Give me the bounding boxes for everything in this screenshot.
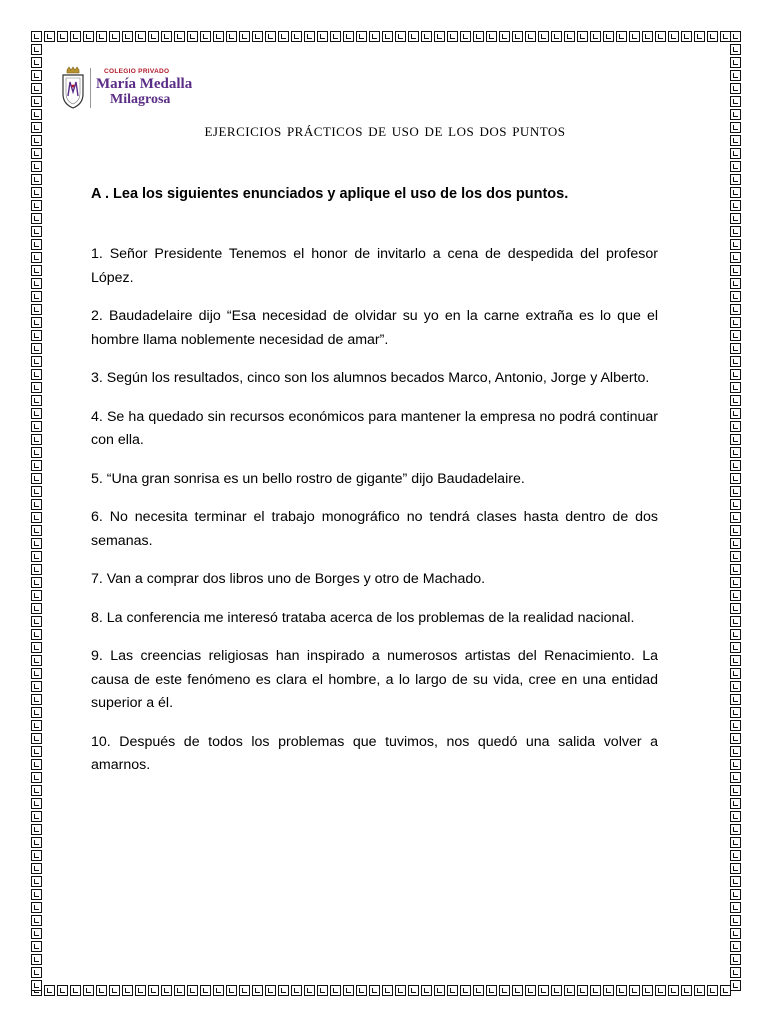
logo-subtitle: COLEGIO PRIVADO bbox=[104, 67, 170, 75]
border-motif bbox=[31, 83, 42, 94]
border-motif bbox=[730, 915, 741, 926]
border-motif bbox=[31, 278, 42, 289]
border-motif bbox=[31, 980, 42, 991]
border-motif bbox=[31, 512, 42, 523]
logo-divider bbox=[90, 68, 91, 108]
border-motif bbox=[730, 161, 741, 172]
border-motif bbox=[31, 928, 42, 939]
school-logo bbox=[60, 62, 192, 114]
border-motif bbox=[668, 31, 679, 42]
border-motif bbox=[369, 31, 380, 42]
border-motif bbox=[730, 421, 741, 432]
border-motif bbox=[655, 985, 666, 996]
border-motif bbox=[421, 31, 432, 42]
border-motif bbox=[31, 57, 42, 68]
border-motif bbox=[616, 985, 627, 996]
border-motif bbox=[174, 31, 185, 42]
border-motif bbox=[109, 985, 120, 996]
border-motif bbox=[629, 985, 640, 996]
border-motif bbox=[291, 985, 302, 996]
instruction-text: A . Lea los siguientes enunciados y aplique el uso de los dos puntos. bbox=[91, 186, 569, 202]
border-motif bbox=[31, 408, 42, 419]
border-motif bbox=[31, 759, 42, 770]
border-motif bbox=[730, 525, 741, 536]
border-motif bbox=[31, 343, 42, 354]
border-motif bbox=[642, 985, 653, 996]
border-motif bbox=[31, 382, 42, 393]
border-motif bbox=[730, 57, 741, 68]
border-motif bbox=[31, 733, 42, 744]
exercise-item: 9. Las creencias religiosas han inspirado a numerosos artistas del Renacimiento. La causa de este fenómeno es clara el hombre, a lo largo de su vida, cree en una entidad superior a él. bbox=[91, 648, 658, 711]
border-motif bbox=[730, 304, 741, 315]
border-motif bbox=[421, 985, 432, 996]
decorative-border-right bbox=[729, 30, 742, 997]
page-title: ejercicios prácticos de uso de los dos puntos bbox=[204, 120, 566, 141]
border-motif bbox=[31, 954, 42, 965]
border-motif bbox=[200, 985, 211, 996]
border-motif bbox=[31, 616, 42, 627]
border-motif bbox=[135, 985, 146, 996]
logo-name-line2: Milagrosa bbox=[110, 92, 171, 108]
border-motif bbox=[31, 304, 42, 315]
border-motif bbox=[330, 985, 341, 996]
border-motif bbox=[730, 902, 741, 913]
border-motif bbox=[83, 31, 94, 42]
border-motif bbox=[317, 985, 328, 996]
border-motif bbox=[31, 746, 42, 757]
border-motif bbox=[31, 941, 42, 952]
border-motif bbox=[499, 985, 510, 996]
border-motif bbox=[486, 31, 497, 42]
border-motif bbox=[730, 317, 741, 328]
border-motif bbox=[31, 772, 42, 783]
border-motif bbox=[31, 135, 42, 146]
border-motif bbox=[31, 330, 42, 341]
border-motif bbox=[730, 226, 741, 237]
border-motif bbox=[31, 460, 42, 471]
border-motif bbox=[577, 31, 588, 42]
border-motif bbox=[252, 985, 263, 996]
border-motif bbox=[226, 31, 237, 42]
border-motif bbox=[730, 616, 741, 627]
exercise-item: 3. Según los resultados, cinco son los alumnos becados Marco, Antonio, Jorge y Alberto. bbox=[91, 370, 650, 386]
border-motif bbox=[213, 31, 224, 42]
border-motif bbox=[730, 837, 741, 848]
border-motif bbox=[83, 985, 94, 996]
border-motif bbox=[31, 421, 42, 432]
border-motif bbox=[590, 985, 601, 996]
border-motif bbox=[31, 122, 42, 133]
border-motif bbox=[395, 985, 406, 996]
border-motif bbox=[730, 135, 741, 146]
border-motif bbox=[447, 985, 458, 996]
border-motif bbox=[730, 694, 741, 705]
border-motif bbox=[642, 31, 653, 42]
border-motif bbox=[304, 985, 315, 996]
border-motif bbox=[31, 720, 42, 731]
border-motif bbox=[31, 187, 42, 198]
border-motif bbox=[603, 31, 614, 42]
border-motif bbox=[31, 551, 42, 562]
border-motif bbox=[730, 174, 741, 185]
border-motif bbox=[70, 31, 81, 42]
border-motif bbox=[31, 798, 42, 809]
border-motif bbox=[31, 369, 42, 380]
border-motif bbox=[730, 265, 741, 276]
border-motif bbox=[730, 70, 741, 81]
border-motif bbox=[57, 985, 68, 996]
border-motif bbox=[31, 70, 42, 81]
border-motif bbox=[31, 161, 42, 172]
border-motif bbox=[616, 31, 627, 42]
border-motif bbox=[512, 31, 523, 42]
border-motif bbox=[369, 985, 380, 996]
border-motif bbox=[730, 408, 741, 419]
border-motif bbox=[31, 590, 42, 601]
exercise-item: 6. No necesita terminar el trabajo monográfico no tendrá clases hasta dentro de dos semanas. bbox=[91, 509, 658, 549]
border-motif bbox=[730, 863, 741, 874]
border-motif bbox=[161, 31, 172, 42]
border-motif bbox=[730, 681, 741, 692]
border-motif bbox=[655, 31, 666, 42]
border-motif bbox=[31, 356, 42, 367]
border-motif bbox=[730, 343, 741, 354]
logo-wordmark bbox=[96, 69, 192, 108]
border-motif bbox=[730, 200, 741, 211]
border-motif bbox=[730, 31, 741, 42]
border-motif bbox=[730, 629, 741, 640]
border-motif bbox=[187, 31, 198, 42]
border-motif bbox=[730, 239, 741, 250]
border-motif bbox=[31, 694, 42, 705]
border-motif bbox=[730, 564, 741, 575]
border-motif bbox=[408, 31, 419, 42]
border-motif bbox=[330, 31, 341, 42]
border-motif bbox=[730, 668, 741, 679]
exercise-item: 5. “Una gran sonrisa es un bello rostro de gigante” dijo Baudadelaire. bbox=[91, 470, 525, 487]
border-motif bbox=[31, 824, 42, 835]
border-motif bbox=[730, 720, 741, 731]
border-motif bbox=[31, 200, 42, 211]
border-motif bbox=[70, 985, 81, 996]
border-motif bbox=[408, 985, 419, 996]
border-motif bbox=[707, 31, 718, 42]
border-motif bbox=[730, 850, 741, 861]
border-motif bbox=[382, 31, 393, 42]
logo-name-line1: María Medalla bbox=[96, 76, 193, 93]
border-motif bbox=[730, 642, 741, 653]
border-motif bbox=[730, 798, 741, 809]
border-motif bbox=[148, 985, 159, 996]
border-motif bbox=[31, 31, 42, 42]
border-motif bbox=[730, 889, 741, 900]
border-motif bbox=[252, 31, 263, 42]
border-motif bbox=[31, 434, 42, 445]
exercise-item: 2. Baudadelaire dijo “Esa necesidad de olvidar su yo en la carne extraña es lo que el hombre llama noblemente necesidad de amar”. bbox=[91, 308, 658, 348]
border-motif bbox=[239, 31, 250, 42]
border-motif bbox=[525, 985, 536, 996]
border-motif bbox=[226, 985, 237, 996]
border-motif bbox=[730, 733, 741, 744]
border-motif bbox=[31, 213, 42, 224]
border-motif bbox=[161, 985, 172, 996]
border-motif bbox=[730, 928, 741, 939]
border-motif bbox=[31, 564, 42, 575]
border-motif bbox=[96, 985, 107, 996]
border-motif bbox=[730, 44, 741, 55]
border-motif bbox=[694, 985, 705, 996]
border-motif bbox=[486, 985, 497, 996]
border-motif bbox=[460, 985, 471, 996]
border-motif bbox=[278, 31, 289, 42]
border-motif bbox=[730, 291, 741, 302]
border-motif bbox=[730, 811, 741, 822]
border-motif bbox=[590, 31, 601, 42]
border-motif bbox=[681, 31, 692, 42]
border-motif bbox=[31, 317, 42, 328]
border-motif bbox=[31, 109, 42, 120]
border-motif bbox=[730, 759, 741, 770]
border-motif bbox=[730, 278, 741, 289]
border-motif bbox=[730, 447, 741, 458]
border-motif bbox=[57, 31, 68, 42]
border-motif bbox=[31, 239, 42, 250]
border-motif bbox=[31, 291, 42, 302]
border-motif bbox=[174, 985, 185, 996]
border-motif bbox=[122, 985, 133, 996]
exercise-item: 10. Después de todos los problemas que tuvimos, nos quedó una salida volver a amarnos. bbox=[91, 733, 658, 773]
border-motif bbox=[730, 473, 741, 484]
border-motif bbox=[730, 499, 741, 510]
border-motif bbox=[512, 985, 523, 996]
border-motif bbox=[31, 668, 42, 679]
border-motif bbox=[31, 538, 42, 549]
border-motif bbox=[44, 985, 55, 996]
border-motif bbox=[730, 551, 741, 562]
border-motif bbox=[31, 837, 42, 848]
border-motif bbox=[730, 772, 741, 783]
border-motif bbox=[31, 785, 42, 796]
border-motif bbox=[499, 31, 510, 42]
border-motif bbox=[730, 486, 741, 497]
border-motif bbox=[31, 252, 42, 263]
border-motif bbox=[31, 473, 42, 484]
border-motif bbox=[730, 330, 741, 341]
border-motif bbox=[730, 785, 741, 796]
exercise-item: 7. Van a comprar dos libros uno de Borges y otro de Machado. bbox=[91, 571, 486, 587]
border-motif bbox=[668, 985, 679, 996]
border-motif bbox=[730, 746, 741, 757]
border-motif bbox=[629, 31, 640, 42]
border-motif bbox=[31, 655, 42, 666]
border-motif bbox=[730, 655, 741, 666]
border-motif bbox=[730, 434, 741, 445]
border-motif bbox=[551, 985, 562, 996]
border-motif bbox=[31, 811, 42, 822]
border-motif bbox=[730, 187, 741, 198]
border-motif bbox=[730, 369, 741, 380]
border-motif bbox=[730, 941, 741, 952]
border-motif bbox=[31, 603, 42, 614]
border-motif bbox=[551, 31, 562, 42]
border-motif bbox=[681, 985, 692, 996]
border-motif bbox=[538, 985, 549, 996]
border-motif bbox=[31, 96, 42, 107]
border-motif bbox=[730, 707, 741, 718]
border-motif bbox=[730, 96, 741, 107]
border-motif bbox=[304, 31, 315, 42]
border-motif bbox=[730, 252, 741, 263]
border-motif bbox=[278, 985, 289, 996]
border-motif bbox=[31, 967, 42, 978]
border-motif bbox=[730, 954, 741, 965]
exercise-list bbox=[91, 243, 658, 793]
border-motif bbox=[356, 985, 367, 996]
border-motif bbox=[239, 985, 250, 996]
border-motif bbox=[31, 889, 42, 900]
border-motif bbox=[31, 499, 42, 510]
border-motif bbox=[31, 629, 42, 640]
border-motif bbox=[382, 985, 393, 996]
border-motif bbox=[31, 915, 42, 926]
border-motif bbox=[31, 525, 42, 536]
border-motif bbox=[730, 980, 741, 991]
border-motif bbox=[473, 985, 484, 996]
border-motif bbox=[564, 985, 575, 996]
border-motif bbox=[187, 985, 198, 996]
border-motif bbox=[317, 31, 328, 42]
exercise-item: 4. Se ha quedado sin recursos económicos para mantener la empresa no podrá continuar con ella. bbox=[91, 408, 658, 448]
border-motif bbox=[603, 985, 614, 996]
border-motif bbox=[730, 382, 741, 393]
border-motif bbox=[31, 226, 42, 237]
border-motif bbox=[730, 83, 741, 94]
border-motif bbox=[434, 985, 445, 996]
border-motif bbox=[730, 356, 741, 367]
border-motif bbox=[473, 31, 484, 42]
border-motif bbox=[730, 122, 741, 133]
border-motif bbox=[434, 31, 445, 42]
border-motif bbox=[730, 876, 741, 887]
decorative-border-top bbox=[30, 30, 742, 43]
border-motif bbox=[460, 31, 471, 42]
border-motif bbox=[31, 486, 42, 497]
border-motif bbox=[31, 902, 42, 913]
exercise-item: 8. La conferencia me interesó trataba acerca de los problemas de la realidad nacional. bbox=[91, 609, 635, 626]
border-motif bbox=[200, 31, 211, 42]
border-motif bbox=[707, 985, 718, 996]
border-motif bbox=[343, 985, 354, 996]
border-motif bbox=[265, 985, 276, 996]
border-motif bbox=[265, 31, 276, 42]
border-motif bbox=[730, 109, 741, 120]
border-motif bbox=[538, 31, 549, 42]
border-motif bbox=[31, 707, 42, 718]
border-motif bbox=[148, 31, 159, 42]
border-motif bbox=[447, 31, 458, 42]
border-motif bbox=[31, 863, 42, 874]
border-motif bbox=[31, 850, 42, 861]
border-motif bbox=[730, 603, 741, 614]
border-motif bbox=[730, 590, 741, 601]
border-motif bbox=[31, 174, 42, 185]
border-motif bbox=[213, 985, 224, 996]
border-motif bbox=[525, 31, 536, 42]
border-motif bbox=[730, 395, 741, 406]
exercise-item: 1. Señor Presidente Tenemos el honor de invitarlo a cena de despedida del profesor López. bbox=[91, 246, 658, 286]
border-motif bbox=[31, 876, 42, 887]
border-motif bbox=[564, 31, 575, 42]
border-motif bbox=[730, 512, 741, 523]
border-motif bbox=[31, 577, 42, 588]
border-motif bbox=[291, 31, 302, 42]
border-motif bbox=[577, 985, 588, 996]
decorative-border-bottom bbox=[30, 984, 742, 997]
border-motif bbox=[135, 31, 146, 42]
border-motif bbox=[395, 31, 406, 42]
border-motif bbox=[31, 681, 42, 692]
border-motif bbox=[31, 44, 42, 55]
border-motif bbox=[730, 538, 741, 549]
border-motif bbox=[31, 447, 42, 458]
border-motif bbox=[31, 148, 42, 159]
border-motif bbox=[122, 31, 133, 42]
border-motif bbox=[31, 395, 42, 406]
decorative-border-left bbox=[30, 30, 43, 997]
border-motif bbox=[730, 577, 741, 588]
border-motif bbox=[356, 31, 367, 42]
border-motif bbox=[31, 642, 42, 653]
border-motif bbox=[44, 31, 55, 42]
border-motif bbox=[343, 31, 354, 42]
border-motif bbox=[730, 148, 741, 159]
border-motif bbox=[730, 213, 741, 224]
border-motif bbox=[730, 824, 741, 835]
border-motif bbox=[31, 265, 42, 276]
border-motif bbox=[730, 967, 741, 978]
border-motif bbox=[96, 31, 107, 42]
border-motif bbox=[730, 460, 741, 471]
border-motif bbox=[109, 31, 120, 42]
crest-icon bbox=[60, 66, 86, 110]
border-motif bbox=[694, 31, 705, 42]
